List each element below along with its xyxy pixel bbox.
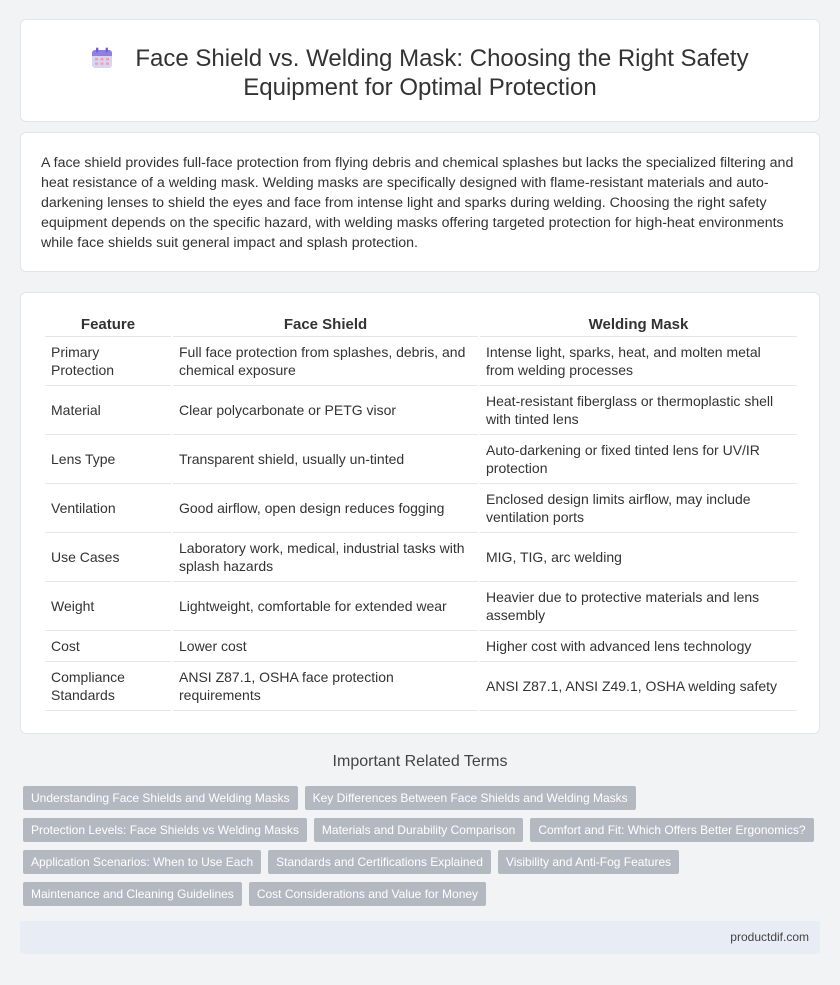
tag-row xyxy=(23,850,823,874)
related-term-tag[interactable]: Standards and Certifications Explained xyxy=(268,850,491,874)
table-row xyxy=(45,533,797,582)
table-cell-welding-mask: Higher cost with advanced lens technology xyxy=(480,631,797,662)
table-cell-feature: Cost xyxy=(45,631,171,662)
table-row xyxy=(45,435,797,484)
page-title xyxy=(21,44,819,102)
related-term-tag[interactable]: Visibility and Anti-Fog Features xyxy=(498,850,679,874)
column-header-welding-mask: Welding Mask xyxy=(480,313,797,337)
related-term-tag[interactable]: Application Scenarios: When to Use Each xyxy=(23,850,261,874)
table-cell-face-shield: Full face protection from splashes, debris, and chemical exposure xyxy=(173,337,478,386)
table-cell-welding-mask: Intense light, sparks, heat, and molten metal from welding processes xyxy=(480,337,797,386)
table-row xyxy=(45,337,797,386)
footer-site-name[interactable]: productdif.com xyxy=(730,930,809,944)
header-card xyxy=(20,19,820,122)
intro-paragraph: A face shield provides full-face protection from flying debris and chemical splashes but lacks the specialized filtering and heat resistance of a welding mask. Welding masks are specifically designed with flame-resistant materials and auto-darkening lenses to shield the eyes and face from intense light and sparks during welding. Choosing the right safety equipment depends on the specific hazard, with welding masks offering targeted protection for high-heat environments while face shields suit general impact and splash protection. xyxy=(41,155,794,251)
tag-row xyxy=(23,786,823,810)
table-cell-face-shield: Laboratory work, medical, industrial tasks with splash hazards xyxy=(173,533,478,582)
table-cell-face-shield: Good airflow, open design reduces fogging xyxy=(173,484,478,533)
related-term-tag[interactable]: Comfort and Fit: Which Offers Better Ergonomics? xyxy=(530,818,813,842)
table-cell-welding-mask: Auto-darkening or fixed tinted lens for UV/IR protection xyxy=(480,435,797,484)
table-cell-face-shield: ANSI Z87.1, OSHA face protection requirements xyxy=(173,662,478,711)
table-cell-welding-mask: ANSI Z87.1, ANSI Z49.1, OSHA welding safety xyxy=(480,662,797,711)
table-cell-welding-mask: Heat-resistant fiberglass or thermoplastic shell with tinted lens xyxy=(480,386,797,435)
table-cell-face-shield: Lower cost xyxy=(173,631,478,662)
table-cell-welding-mask: MIG, TIG, arc welding xyxy=(480,533,797,582)
comparison-table-card xyxy=(20,292,820,734)
table-cell-face-shield: Clear polycarbonate or PETG visor xyxy=(173,386,478,435)
table-cell-feature: Weight xyxy=(45,582,171,631)
related-term-tag[interactable]: Maintenance and Cleaning Guidelines xyxy=(23,882,242,906)
related-term-tag[interactable]: Key Differences Between Face Shields and Welding Masks xyxy=(305,786,636,810)
table-cell-feature: Use Cases xyxy=(45,533,171,582)
related-term-tag[interactable]: Understanding Face Shields and Welding Masks xyxy=(23,786,298,810)
table-row xyxy=(45,386,797,435)
related-term-tag[interactable]: Protection Levels: Face Shields vs Welding Masks xyxy=(23,818,307,842)
related-terms-heading: Important Related Terms xyxy=(332,753,508,770)
table-cell-feature: Lens Type xyxy=(45,435,171,484)
comparison-table xyxy=(43,313,799,711)
table-cell-feature: Material xyxy=(45,386,171,435)
table-cell-feature: Ventilation xyxy=(45,484,171,533)
title-line-2: Equipment for Optimal Protection xyxy=(243,74,597,101)
related-term-tag[interactable]: Cost Considerations and Value for Money xyxy=(249,882,486,906)
tag-row xyxy=(23,882,823,906)
column-header-face-shield: Face Shield xyxy=(173,313,478,337)
title-line-1: Face Shield vs. Welding Mask: Choosing the Right Safety xyxy=(135,45,749,72)
table-cell-welding-mask: Enclosed design limits airflow, may include ventilation ports xyxy=(480,484,797,533)
column-header-feature: Feature xyxy=(45,313,171,337)
calendar-icon xyxy=(91,47,113,69)
table-row xyxy=(45,484,797,533)
table-cell-face-shield: Lightweight, comfortable for extended wear xyxy=(173,582,478,631)
table-row xyxy=(45,631,797,662)
footer xyxy=(20,921,820,954)
table-cell-feature: Compliance Standards xyxy=(45,662,171,711)
intro-card xyxy=(20,132,820,272)
related-term-tag[interactable]: Materials and Durability Comparison xyxy=(314,818,523,842)
table-header-row xyxy=(45,313,797,337)
related-terms-tags xyxy=(23,786,823,914)
table-row xyxy=(45,662,797,711)
table-cell-face-shield: Transparent shield, usually un-tinted xyxy=(173,435,478,484)
tag-row xyxy=(23,818,823,842)
table-cell-welding-mask: Heavier due to protective materials and lens assembly xyxy=(480,582,797,631)
table-row xyxy=(45,582,797,631)
table-cell-feature: Primary Protection xyxy=(45,337,171,386)
